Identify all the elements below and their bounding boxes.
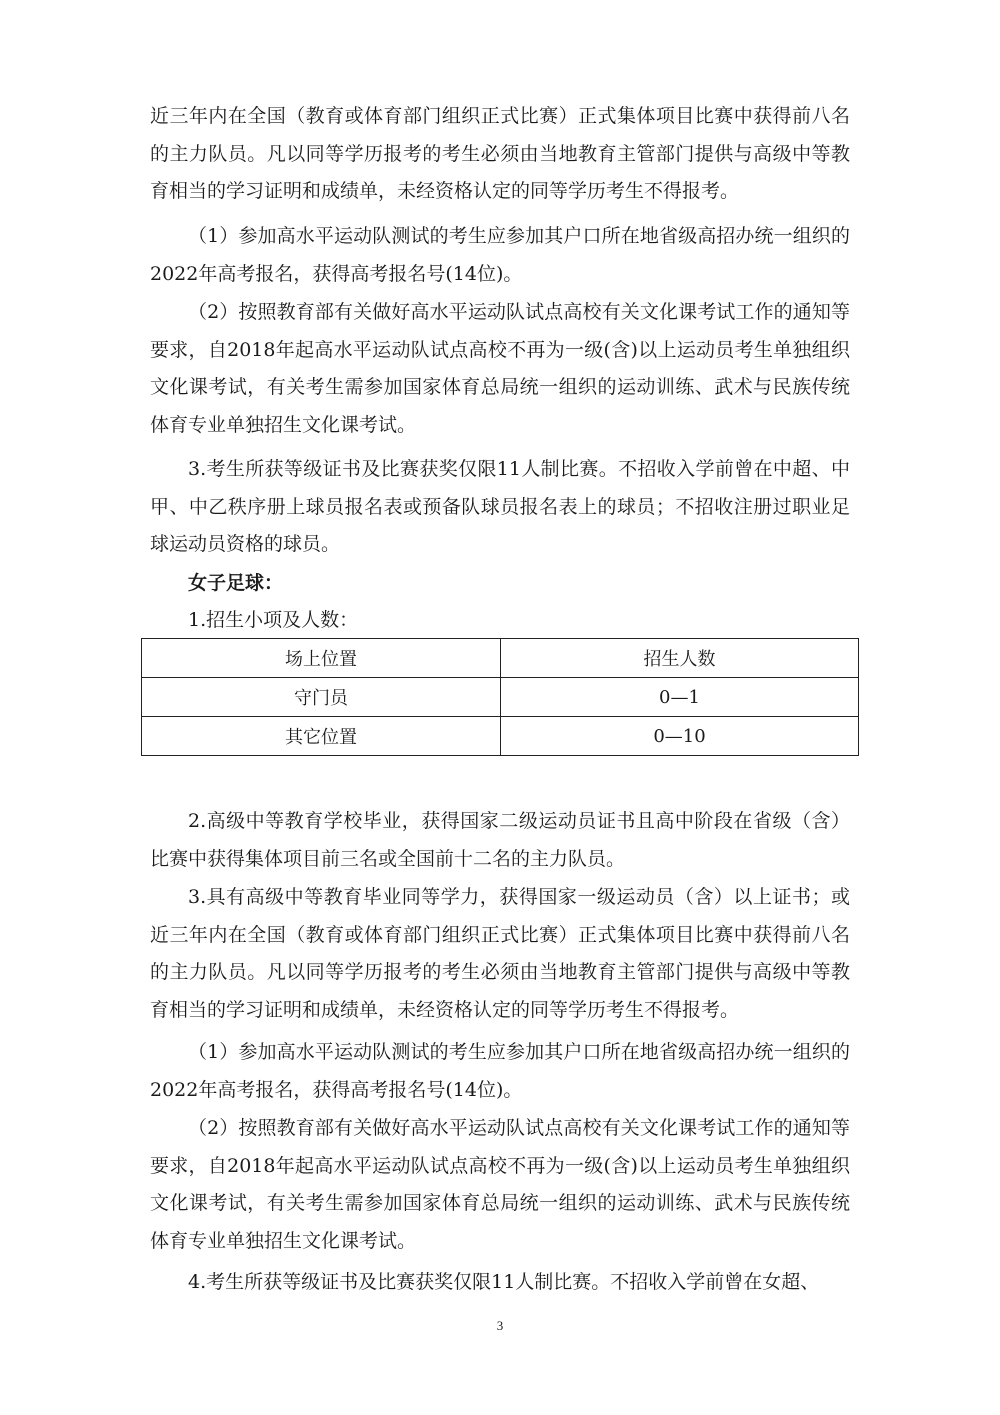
paragraph-certificate-rule: 3.考生所获等级证书及比赛获奖仅限11人制比赛。不招收入学前曾在中超、中甲、中乙秩序册上球员报名表或预备队球员报名表上的球员；不招收注册过职业足球运动员资格的球员。 xyxy=(150,458,850,555)
table-cell-count: 0—10 xyxy=(501,717,859,756)
paragraph-eligibility-continued: 近三年内在全国（教育或体育部门组织正式比赛）正式集体项目比赛中获得前八名的主力队员。凡以同等学历报考的考生必须由当地教育主管部门提供与高级中等教育相当的学习证明和成绩单，未经资格认定的同等学历考生不得报考。 xyxy=(150,105,850,202)
paragraph-requirement-2: 2.高级中等教育学校毕业，获得国家二级运动员证书且高中阶段在省级（含）比赛中获得集体项目前三名或全国前十二名的主力队员。 xyxy=(150,810,850,870)
table-cell-position: 守门员 xyxy=(142,678,501,717)
table-header-row xyxy=(142,639,859,678)
table-cell-count: 0—1 xyxy=(501,678,859,717)
paragraph-certificate-rule-4: 4.考生所获等级证书及比赛获奖仅限11人制比赛。不招收入学前曾在女超、 xyxy=(188,1271,820,1293)
page-number: 3 xyxy=(496,1318,504,1333)
paragraph-exam-note-2: （2）按照教育部有关做好高水平运动队试点高校有关文化课考试工作的通知等要求，自2018年起高水平运动队试点高校不再为一级(含)以上运动员考生单独组织文化课考试，有关考生需参加国家体育总局统一组织的运动训练、武术与民族传统体育专业单独招生文化课考试。 xyxy=(150,301,850,436)
paragraph-registration-note-1: （1）参加高水平运动队测试的考生应参加其户口所在地省级高招办统一组织的2022年高考报名，获得高考报名号(14位)。 xyxy=(150,225,850,285)
table-header-count: 招生人数 xyxy=(501,639,859,678)
subheading-quota: 1.招生小项及人数： xyxy=(188,609,359,631)
table-header-position: 场上位置 xyxy=(142,639,501,678)
table-row xyxy=(142,678,859,717)
paragraph-exam-note-2b: （2）按照教育部有关做好高水平运动队试点高校有关文化课考试工作的通知等要求，自2018年起高水平运动队试点高校不再为一级(含)以上运动员考生单独组织文化课考试，有关考生需参加国家体育总局统一组织的运动训练、武术与民族传统体育专业单独招生文化课考试。 xyxy=(150,1117,850,1252)
table-row xyxy=(142,717,859,756)
table-cell-position: 其它位置 xyxy=(142,717,501,756)
section-heading-womens-football: 女子足球： xyxy=(188,572,284,594)
paragraph-requirement-3: 3.具有高级中等教育毕业同等学力，获得国家一级运动员（含）以上证书；或近三年内在全国（教育或体育部门组织正式比赛）正式集体项目比赛中获得前八名的主力队员。凡以同等学历报考的考生必须由当地教育主管部门提供与高级中等教育相当的学习证明和成绩单，未经资格认定的同等学历考生不得报考。 xyxy=(150,886,850,1021)
quota-table xyxy=(141,638,859,756)
paragraph-registration-note-1b: （1）参加高水平运动队测试的考生应参加其户口所在地省级高招办统一组织的2022年高考报名，获得高考报名号(14位)。 xyxy=(150,1041,850,1101)
